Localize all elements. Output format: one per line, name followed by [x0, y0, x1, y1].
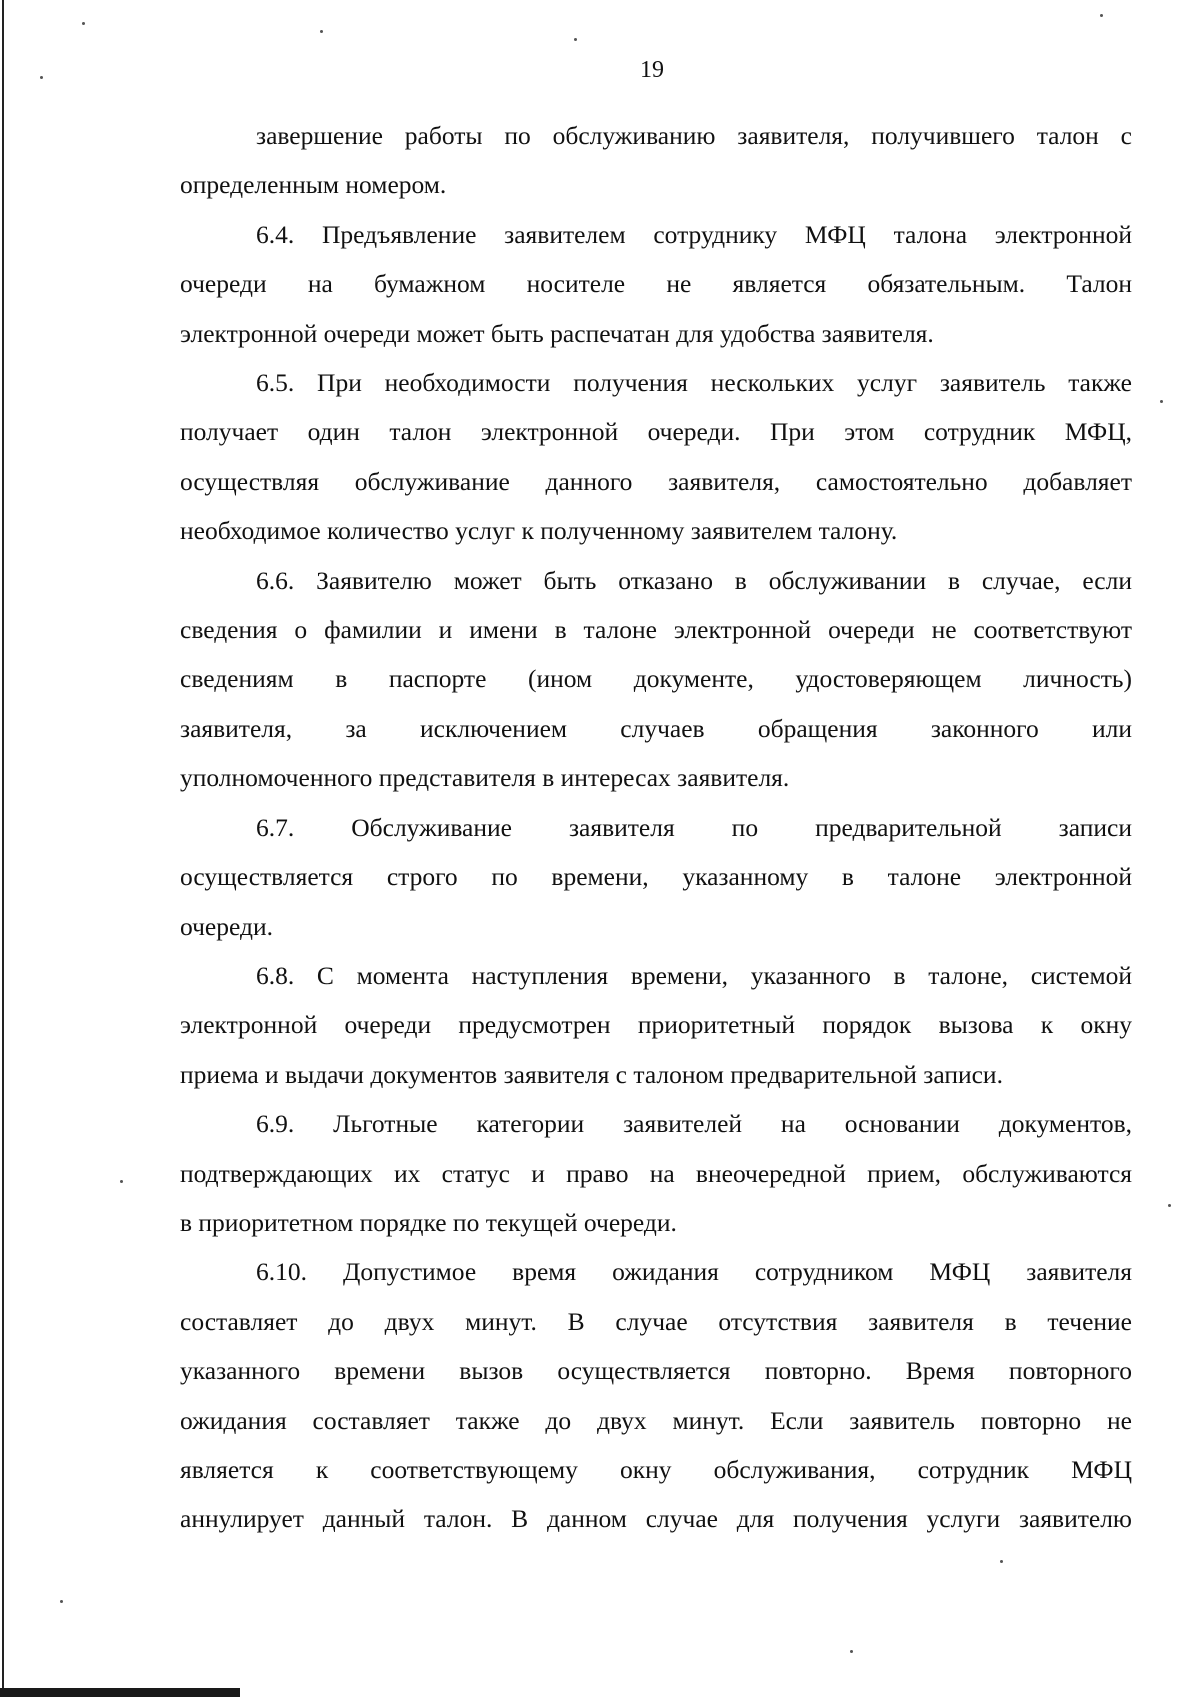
scan-speck	[320, 30, 323, 33]
paragraph-line: осуществляется строго по времени, указанному в талоне электронной	[180, 862, 1132, 892]
paragraph-line: приема и выдачи документов заявителя с талоном предварительной записи.	[180, 1059, 1003, 1089]
scan-speck	[60, 1600, 63, 1603]
page-number: 19	[640, 57, 664, 83]
scan-speck	[850, 1650, 853, 1653]
paragraph-line: очереди.	[180, 911, 273, 941]
document-body	[180, 111, 1132, 1544]
paragraph-line: указанного времени вызов осуществляется повторно. Время повторного	[180, 1356, 1132, 1386]
paragraph-line: необходимое количество услуг к полученному заявителем талону.	[180, 516, 898, 546]
scan-bottom-edge	[0, 1688, 240, 1697]
paragraph-line: сведения о фамилии и имени в талоне электронной очереди не соответствуют	[180, 615, 1132, 645]
paragraph-first-line: 6.7. Обслуживание заявителя по предварительной записи	[256, 812, 1132, 842]
paragraph-line: получает один талон электронной очереди. При этом сотрудник МФЦ,	[180, 417, 1132, 447]
scan-speck	[82, 22, 85, 25]
paragraph-line: осуществляя обслуживание данного заявителя, самостоятельно добавляет	[180, 466, 1132, 496]
scan-speck	[120, 1180, 123, 1183]
paragraph-line: подтверждающих их статус и право на внеочередной прием, обслуживаются	[180, 1158, 1132, 1188]
paragraph-line: в приоритетном порядке по текущей очереди.	[180, 1207, 677, 1237]
paragraph-line: является к соответствующему окну обслуживания, сотрудник МФЦ	[180, 1454, 1132, 1484]
paragraph-line: аннулирует данный талон. В данном случае для получения услуги заявителю	[180, 1504, 1132, 1534]
scan-left-edge	[2, 0, 4, 1697]
paragraph-first-line: 6.8. С момента наступления времени, указанного в талоне, системой	[256, 960, 1132, 990]
paragraph-first-line: 6.10. Допустимое время ожидания сотрудником МФЦ заявителя	[256, 1257, 1132, 1287]
paragraph-line: ожидания составляет также до двух минут. Если заявитель повторно не	[180, 1405, 1132, 1435]
paragraph-first-line: завершение работы по обслуживанию заявителя, получившего талон с	[256, 121, 1132, 150]
scan-speck	[1168, 1204, 1171, 1207]
scan-speck	[574, 38, 577, 41]
paragraph-line: электронной очереди предусмотрен приоритетный порядок вызова к окну	[180, 1010, 1132, 1040]
paragraph-line: заявителя, за исключением случаев обращения законного или	[180, 713, 1132, 743]
scan-speck	[1100, 14, 1103, 17]
paragraph-line: уполномоченного представителя в интересах заявителя.	[180, 763, 790, 793]
paragraph-line: определенным номером.	[180, 170, 447, 200]
paragraph-line: очереди на бумажном носителе не является обязательным. Талон	[180, 269, 1132, 299]
scan-speck	[40, 76, 43, 79]
paragraph-line: сведениям в паспорте (ином документе, удостоверяющем личность)	[180, 664, 1132, 694]
paragraph-line: электронной очереди может быть распечатан для удобства заявителя.	[180, 318, 934, 348]
paragraph-first-line: 6.6. Заявителю может быть отказано в обслуживании в случае, если	[256, 565, 1132, 595]
paragraph-first-line: 6.5. При необходимости получения нескольких услуг заявитель также	[256, 368, 1132, 398]
scan-speck	[1160, 400, 1163, 403]
paragraph-line: составляет до двух минут. В случае отсутствия заявителя в течение	[180, 1306, 1132, 1336]
paragraph-first-line: 6.9. Льготные категории заявителей на основании документов,	[256, 1109, 1132, 1139]
scan-speck	[1000, 1560, 1003, 1563]
paragraph-first-line: 6.4. Предъявление заявителем сотруднику МФЦ талона электронной	[256, 219, 1132, 249]
